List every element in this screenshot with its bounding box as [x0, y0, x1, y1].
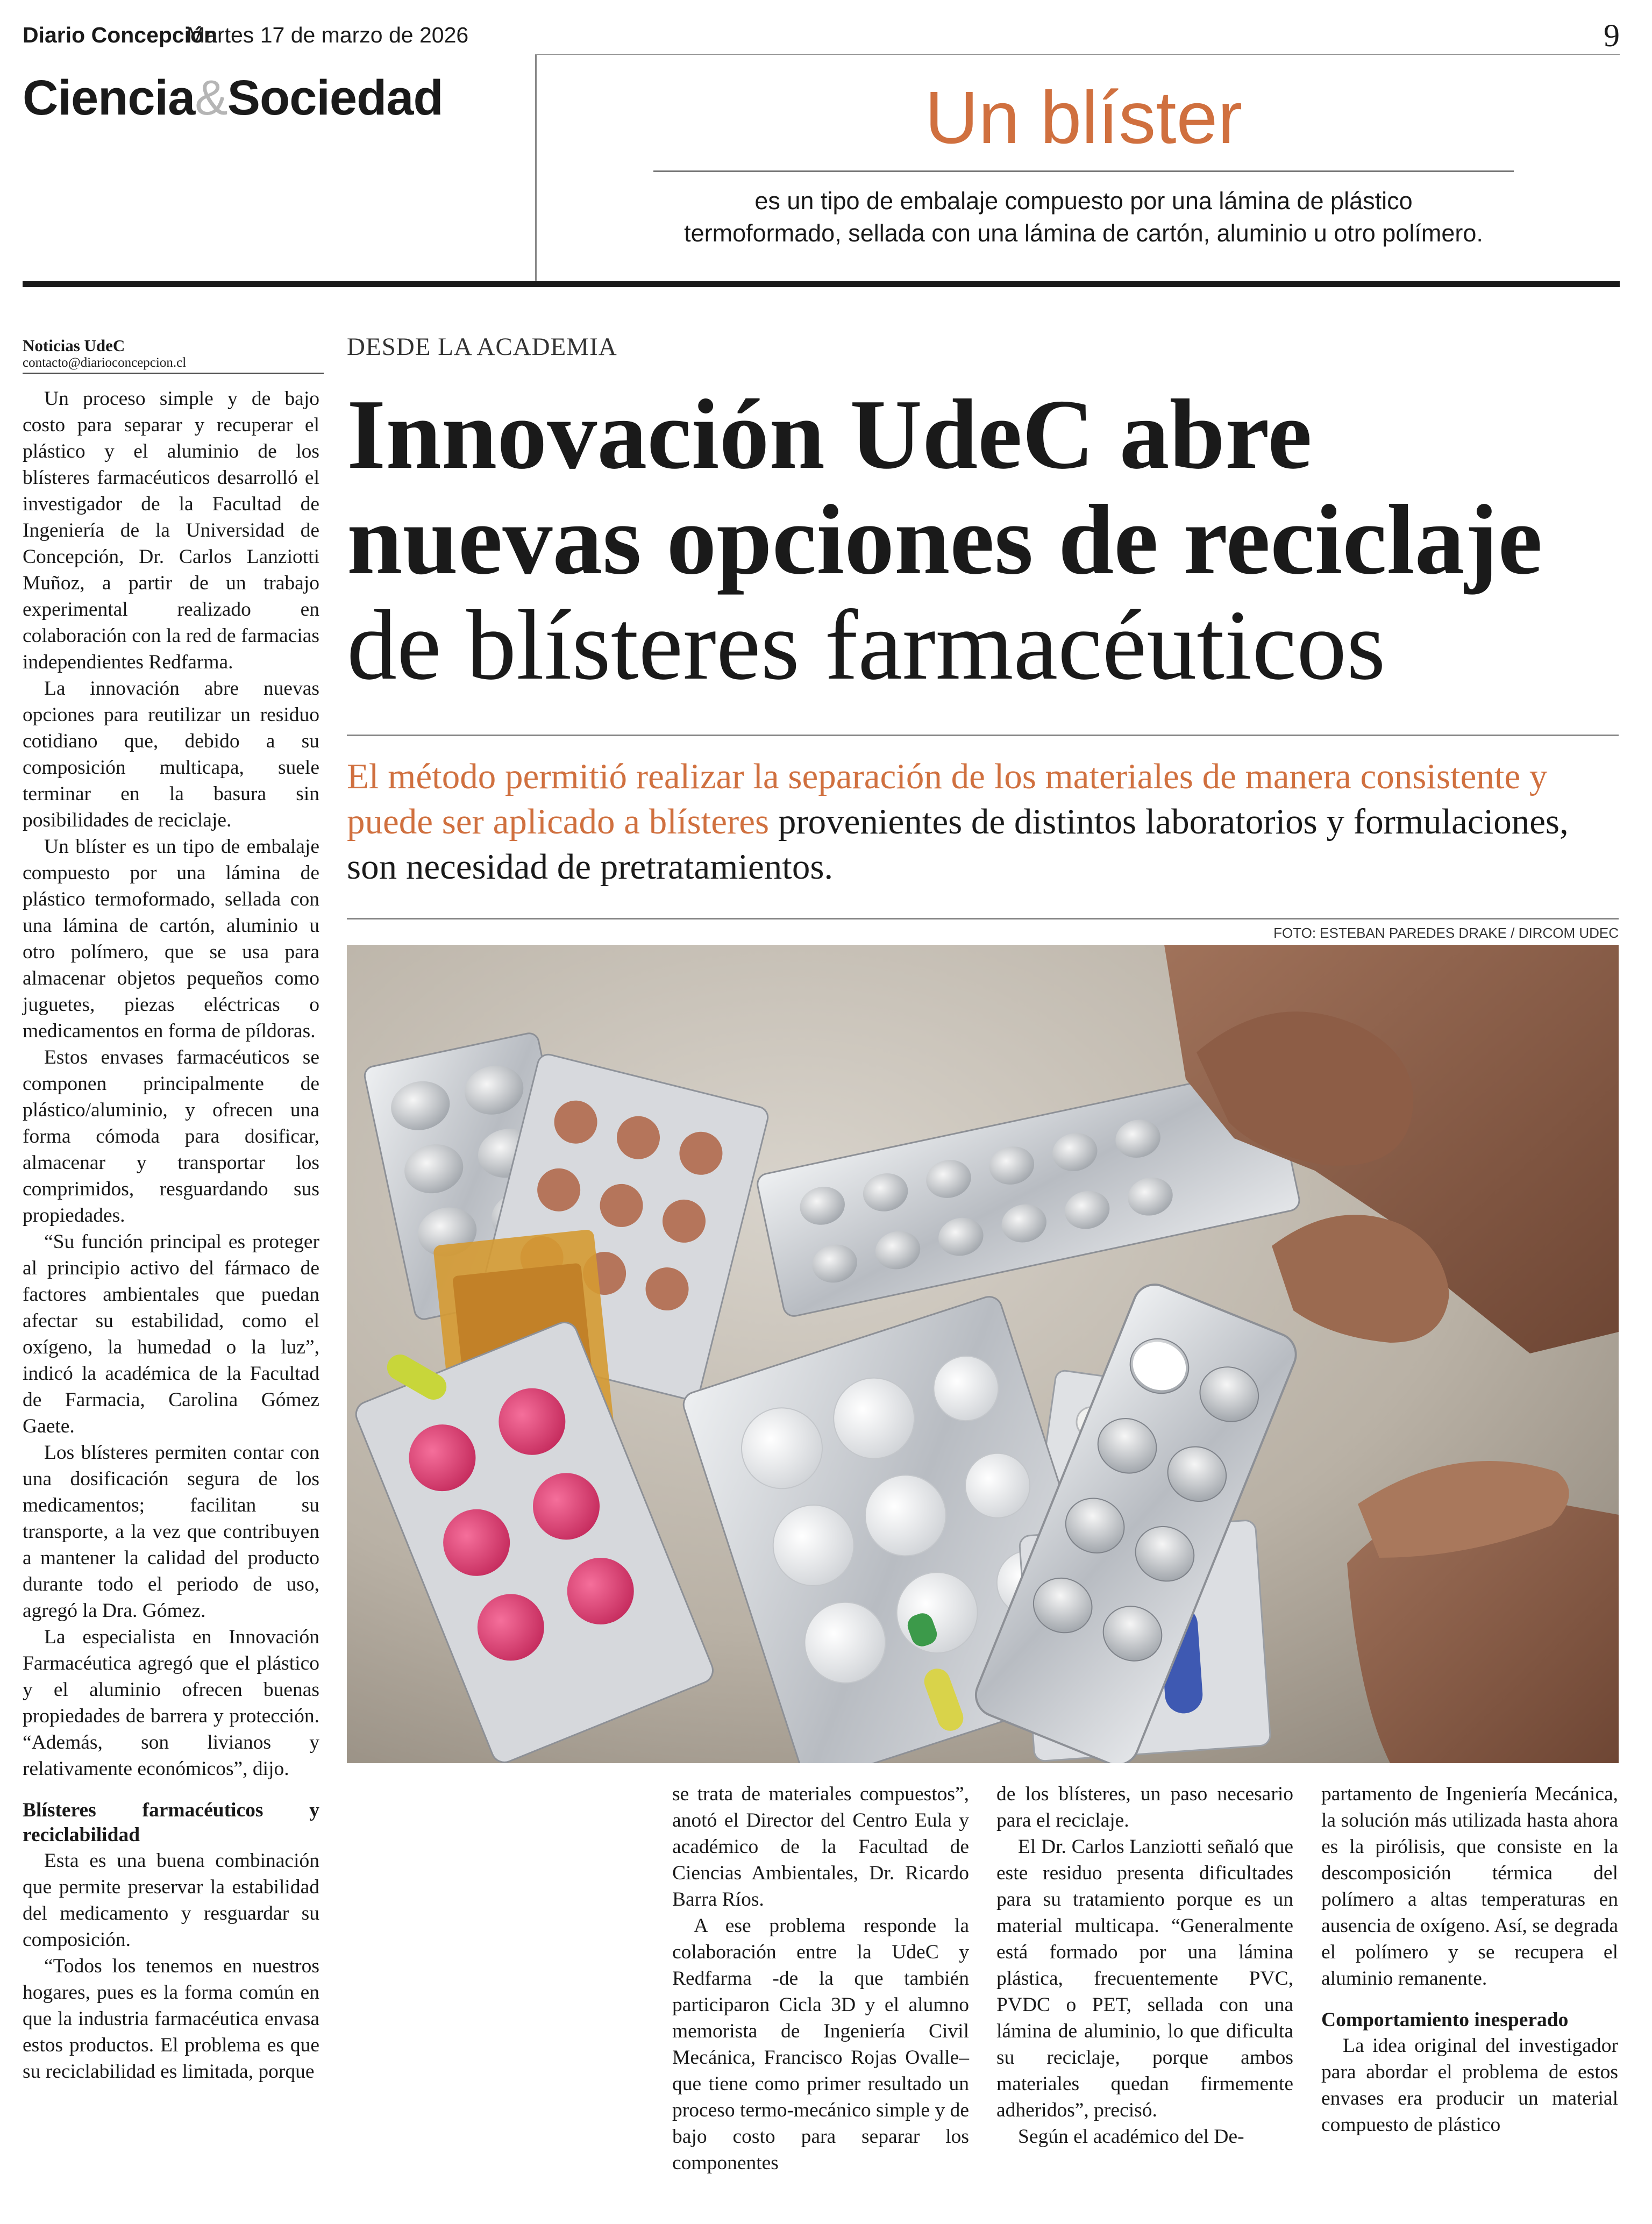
blister-photo-illustration: [347, 945, 1619, 1763]
paragraph: La especialista en Innovación Farmacéutica agregó que el plástico y el aluminio ofrecen buenas propiedades de barrera y protección. “Además, son livianos y relativamente económicos”, dijo.: [23, 1626, 319, 1780]
definition-rule: [653, 170, 1514, 172]
paragraph: Estos envases farmacéuticos se componen principalmente de plástico/aluminio, y ofrecen una forma cómoda para dosificar, almacenar y transportar los comprimidos, resguardando sus propiedades.: [23, 1046, 319, 1227]
lead-paragraph: [347, 754, 1621, 889]
section-name-b: Sociedad: [227, 70, 443, 125]
section-title: [23, 70, 443, 126]
byline-name: Noticias UdeC: [23, 336, 125, 355]
paragraph: Esta es una buena combinación que permite preservar la estabilidad del medicamento y resguardar su composición.: [23, 1850, 319, 1951]
article-column-2: [672, 1781, 969, 2176]
article-photo: [347, 945, 1619, 1763]
paragraph: “Su función principal es proteger al principio activo del fármaco de factores ambientales que puedan afectar su estabilidad, como el oxígeno, la humedad o la luz”, indicó la académica de la Facultad de Farmacia, Carolina Gómez Gaete.: [23, 1231, 319, 1437]
article-column-4: [1321, 1781, 1618, 2138]
article-column-1: [23, 386, 319, 2085]
issue-date: Martes 17 de marzo de 2026: [187, 23, 469, 47]
paragraph: Un proceso simple y de bajo costo para separar y recuperar el plástico y el aluminio de los blísteres farmacéuticos desarrolló el investigador de la Facultad de Ingeniería de la Universidad de Concepción, Dr. Carlos Lanziotti Muñoz, a partir de un trabajo experimental realizado en colaboración con la red de farmacias independientes Redfarma.: [23, 388, 319, 673]
header-divider: [535, 55, 537, 281]
definition-text: [635, 185, 1533, 250]
kicker: DESDE LA ACADEMIA: [347, 333, 617, 361]
paragraph: partamento de Ingeniería Mecánica, la solución más utilizada hasta ahora es la pirólisis, que consiste en la descomposición térmica del polímero a altas temperaturas en ausencia de oxígeno. Así, se degrada el polímero y se recupera el aluminio remanente.: [1321, 1783, 1618, 1990]
subheading: Comportamiento inesperado: [1321, 2009, 1569, 2031]
paragraph: El Dr. Carlos Lanziotti señaló que este residuo presenta dificultades para su tratamiento porque es un material multicapa. “Generalmente está formado por una lámina plástica, frecuentemente PVC, PVDC o PET, sellada con una lámina de aluminio, lo que dificulta su reciclaje, porque ambos materiales quedan firmemente adheridos”, precisó.: [996, 1836, 1293, 2121]
definition-line: es un tipo de embalaje compuesto por una lámina de plástico: [754, 187, 1413, 215]
paragraph: La innovación abre nuevas opciones para reutilizar un residuo cotidiano que, debido a su composición multicapa, suele terminar en la basura sin posibilidades de reciclaje.: [23, 678, 319, 831]
section-name-a: Ciencia: [23, 70, 195, 125]
definition-line: termoformado, sellada con una lámina de cartón, aluminio u otro polímero.: [684, 219, 1483, 247]
definition-title: Un blíster: [924, 76, 1243, 159]
paragraph: Según el académico del De-: [1018, 2126, 1244, 2148]
byline: [23, 336, 324, 374]
headline-line: de blísteres farmacéuticos: [347, 590, 1386, 701]
headline-line: nuevas opciones de reciclaje: [347, 484, 1543, 595]
paragraph: A ese problema responde la colaboración entre la UdeC y Redfarma -de la que también participaron Cicla 3D y el alumno memorista de Ingeniería Civil Mecánica, Francisco Rojas Ovalle– que tiene como primer resultado un proceso termo-mecánico simple y de bajo costo para separar los componentes: [672, 1915, 969, 2174]
page-number: 9: [1604, 18, 1620, 53]
headline-rule: [347, 735, 1619, 736]
photo-credit: FOTO: ESTEBAN PAREDES DRAKE / DIRCOM UDEC: [1273, 925, 1619, 941]
page-header: [23, 17, 1620, 55]
paragraph: La idea original del investigador para abordar el problema de estos envases era producir un material compuesto de plástico: [1321, 2035, 1618, 2136]
paragraph: se trata de materiales compuestos”, anotó el Director del Centro Eula y académico de la Facultad de Ciencias Ambientales, Dr. Ricardo Barra Ríos.: [672, 1783, 969, 1911]
byline-email[interactable]: contacto@diarioconcepcion.cl: [23, 355, 324, 374]
section-ampersand: &: [195, 70, 227, 125]
lead-highlight: El método permitió realizar la separación de los materiales de manera consistente y puede ser aplicado a blísteres: [347, 757, 1548, 842]
paragraph: “Todos los tenemos en nuestros hogares, pues es la forma común en que la industria farmacéutica envasa estos productos. El problema es que su reciclabilidad es limitada, porque: [23, 1955, 319, 2083]
lead-rule: [347, 918, 1619, 919]
paragraph: Los blísteres permiten contar con una dosificación segura de los medicamentos; facilitan su transporte, a la vez que contribuyen a mantener la calidad del producto durante todo el periodo de uso, agregó la Dra. Gómez.: [23, 1442, 319, 1622]
header-thick-rule: [23, 281, 1620, 287]
header-rule: [535, 54, 1620, 55]
subheading: Blísteres farmacéuticos y reciclabilidad: [23, 1799, 319, 1846]
paragraph: Un blíster es un tipo de embalaje compuesto por una lámina de plástico termoformado, sellada con una lámina de cartón, aluminio u otro polímero, que se usa para almacenar objetos pequeños como juguetes, piezas eléctricas o medicamentos en forma de píldoras.: [23, 836, 319, 1042]
paragraph: de los blísteres, un paso necesario para el reciclaje.: [996, 1783, 1293, 1831]
lead-rest: provenientes de distintos laboratorios y formulaciones, son necesidad de pretratamientos.: [347, 802, 1569, 887]
article-column-3: [996, 1781, 1293, 2150]
headline: [347, 379, 1627, 701]
headline-line: Innovación UdeC abre: [347, 379, 1312, 490]
newspaper-brand: Diario Concepción: [23, 23, 218, 47]
